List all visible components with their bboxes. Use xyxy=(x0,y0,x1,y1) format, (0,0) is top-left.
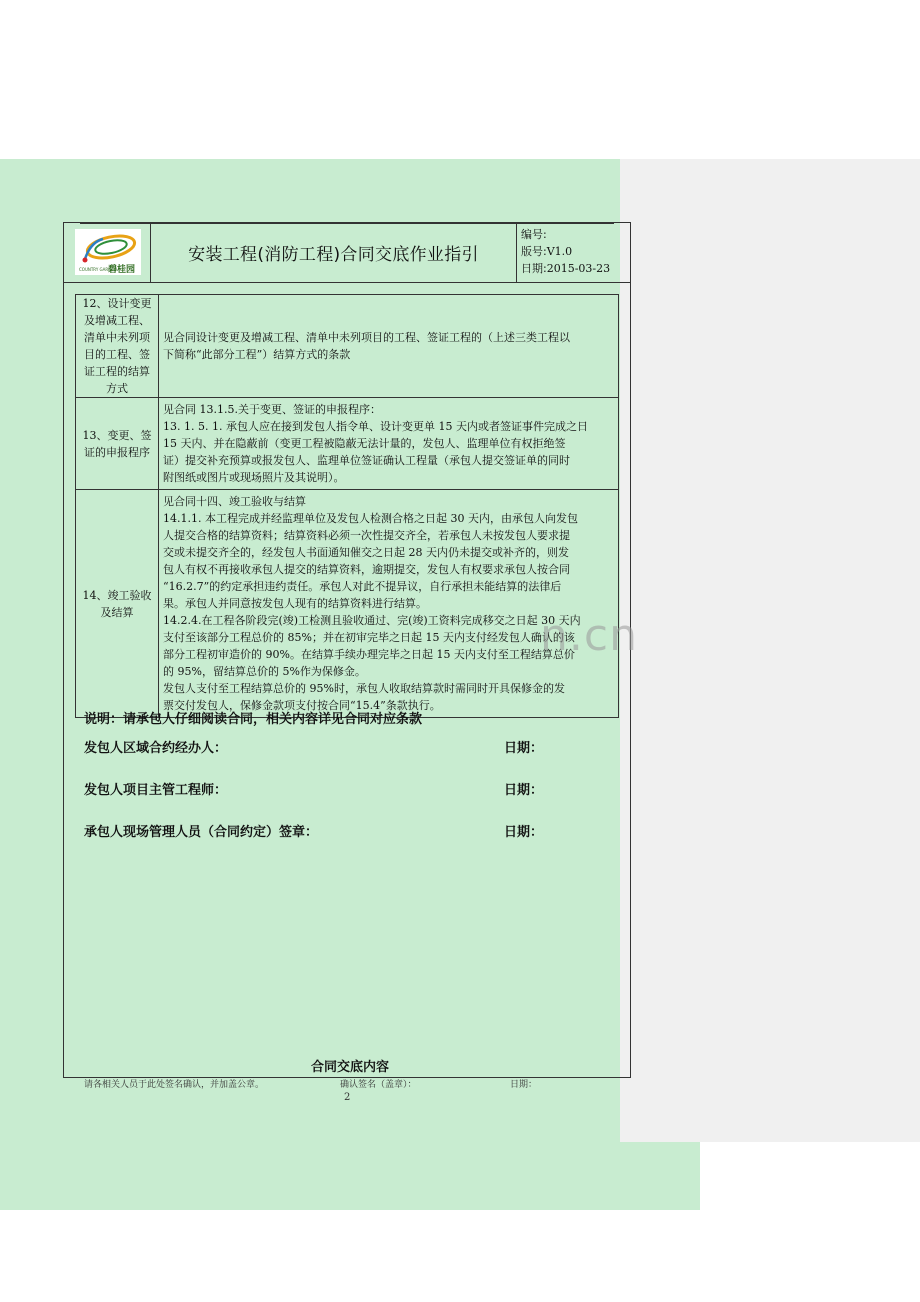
logo-wordmark: 碧桂园 xyxy=(108,265,136,275)
content-line: 附图纸或图片或现场照片及其说明）。 xyxy=(163,471,345,484)
content-line: 交或未提交齐全的，经发包人书面通知催交之日起 28 天内仍未提交或补齐的，则发 xyxy=(163,546,569,559)
watermark: n.cn xyxy=(540,610,638,661)
footer-instruction: 请各相关人员于此处签名确认，并加盖公章。 xyxy=(84,1080,265,1090)
contract-table xyxy=(75,294,619,718)
version-label: 版号: xyxy=(521,245,547,258)
version-value: V1.0 xyxy=(546,245,573,258)
content-line: 部分工程初审造价的 90%。在结算手续办理完毕之日起 15 天内支付至工程结算总价 xyxy=(163,648,575,661)
content-line: 证）提交补充预算或报发包人、监理单位签证确认工程量（承包人提交签证单的同时 xyxy=(163,454,570,467)
signature-date-label: 日期： xyxy=(504,783,544,798)
content-line: 13. 1. 5. 1. 承包人应在接到发包人指令单、设计变更单 15 天内或者签证事件完成之日 xyxy=(163,420,588,433)
content-line: 下简称“此部分工程”）结算方式的条款 xyxy=(163,348,351,361)
footer-title: 合同交底内容 xyxy=(310,1060,389,1075)
row-content xyxy=(159,490,619,718)
content-line: 票交付发包人，保修金款项支付按合同“15.4”条款执行。 xyxy=(163,699,441,712)
svg-text:COUNTRY GARDEN: COUNTRY GARDEN xyxy=(79,267,117,272)
content-line: “16.2.7”的约定承担违约责任。承包人对此不提异议，自行承担未能结算的法律后 xyxy=(163,580,562,593)
document-meta xyxy=(521,226,610,277)
content-line: 发包人支付至工程结算总价的 95%时，承包人收取结算款时需同时开具保修金的发 xyxy=(163,682,565,695)
content-line: 14.2.4.在工程各阶段完(竣)工检测且验收通过、完(竣)工资料完成移交之日起 30 天内 xyxy=(163,614,581,627)
document-title: 安装工程(消防工程)合同交底作业指引 xyxy=(151,222,517,282)
footer-confirm: 确认签名（盖章）： xyxy=(340,1080,417,1090)
date-value: 2015-03-23 xyxy=(546,262,611,275)
content-line: 见合同设计变更及增减工程、清单中未列项目的工程、签证工程的（上述三类工程以 xyxy=(163,331,570,344)
content-line: 14.1.1. 本工程完成并经监理单位及发包人检测合格之日起 30 天内，由承包人向发包 xyxy=(163,512,578,525)
page-number: 2 xyxy=(344,1092,351,1103)
signature-label: 承包人现场管理人员（合同约定）签章： xyxy=(84,825,319,840)
row-label: 14、竣工验收及结算 xyxy=(76,490,159,718)
content-line: 果。承包人并同意按发包人现有的结算资料进行结算。 xyxy=(163,597,427,610)
row-content xyxy=(159,398,619,490)
content-line: 支付至该部分工程总价的 85%；并在初审完毕之日起 15 天内支付经发包人确认的该 xyxy=(163,631,575,644)
content-line: 15 天内、并在隐蔽前（变更工程被隐蔽无法计量的，发包人、监理单位有权拒绝签 xyxy=(163,437,566,450)
footer-date: 日期： xyxy=(510,1080,538,1090)
header-bottom-rule xyxy=(63,282,631,283)
side-panel-background xyxy=(620,159,920,1142)
content-line: 人提交合格的结算资料；结算资料必须一次性提交齐全，若承包人未按发包人要求提 xyxy=(163,529,570,542)
signature-date-label: 日期： xyxy=(504,825,544,840)
note-text: 说明：请承包人仔细阅读合同，相关内容详见合同对应条款 xyxy=(84,712,423,727)
signature-date-label: 日期： xyxy=(504,741,544,756)
content-line: 的 95%，留结算总价的 5%作为保修金。 xyxy=(163,665,366,678)
row-content xyxy=(159,295,619,398)
table-row xyxy=(76,398,619,490)
table-row xyxy=(76,295,619,398)
content-line: 见合同 13.1.5.关于变更、签证的申报程序： xyxy=(163,403,381,416)
content-line: 包人有权不再接收承包人提交的结算资料，逾期提交，发包人有权要求承包人按合同 xyxy=(163,563,570,576)
content-line: 见合同十四、竣工验收与结算 xyxy=(163,495,306,508)
row-label: 13、变更、签证的申报程序 xyxy=(76,398,159,490)
signature-label: 发包人项目主管工程师： xyxy=(84,783,228,798)
number-label: 编号: xyxy=(521,228,547,241)
signature-label: 发包人区域合约经办人： xyxy=(84,741,228,756)
date-label: 日期: xyxy=(521,262,547,275)
row-label: 12、设计变更及增减工程、清单中未列项目的工程、签证工程的结算方式 xyxy=(76,295,159,398)
table-row xyxy=(76,490,619,718)
